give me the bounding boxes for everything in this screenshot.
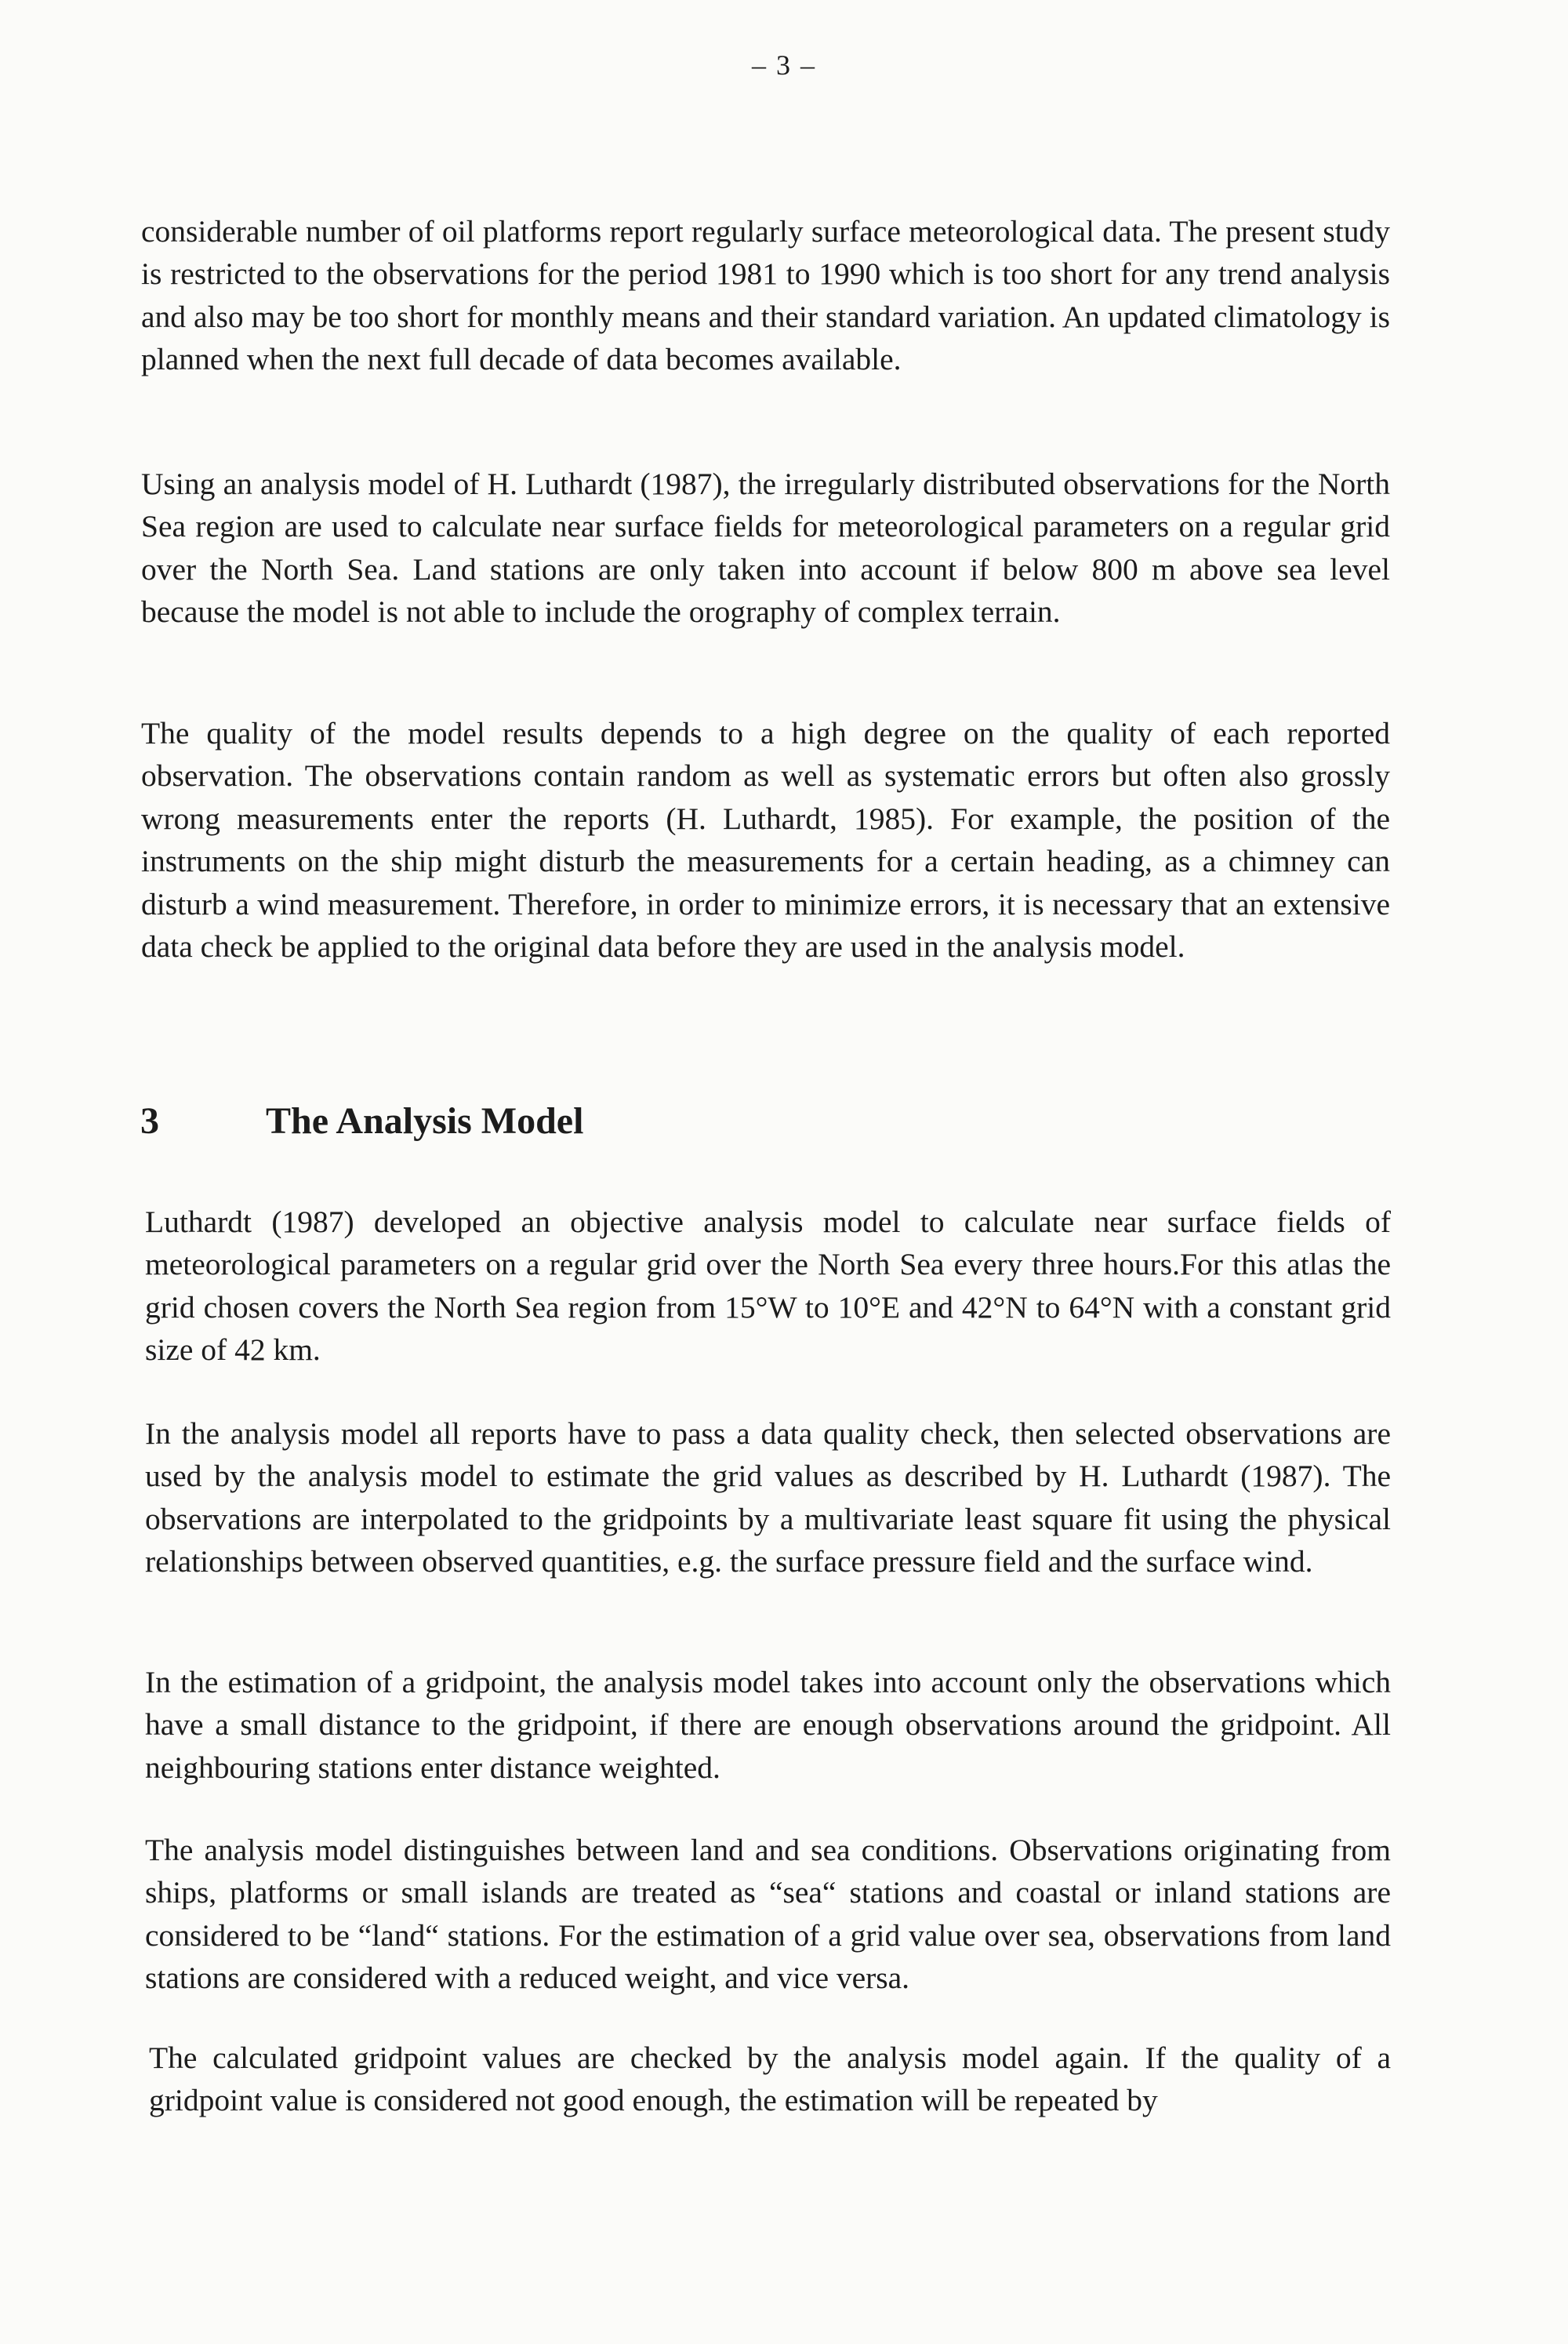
section-heading (140, 1098, 583, 1145)
page-number: – 3 – (752, 49, 816, 81)
paragraph-gridpoint-check: The calculated gridpoint values are checked by the analysis model again. If the quality of a gridpoint value is considered not good enough, the estimation will be repeated by (149, 2040, 1391, 2117)
paragraph-gridpoint-estimation: In the estimation of a gridpoint, the analysis model takes into account only the observations which have a small distance to the gridpoint, if there are enough observations around the gridpoint. All neighbouring stations enter distance weighted. (145, 1664, 1391, 1785)
paragraph-quality-check: In the analysis model all reports have to pass a data quality check, then selected observations are used by the analysis model to estimate the grid values as described by H. Luthardt (1987). The observations are interpolated to the gridpoints by a multivariate least square fit using the physical relationships between observed quantities, e.g. the surface pressure field and the surface wind. (145, 1415, 1391, 1579)
section-number: 3 (140, 1099, 159, 1142)
paragraph-analysis-method: Using an analysis model of H. Luthardt (1987), the irregularly distributed observations for the North Sea region are used to calculate near surface fields for meteorological parameters on a regular grid over the North Sea. Land stations are only taken into account if below 800 m above sea level because the model is not able to include the orography of complex terrain. (141, 466, 1390, 629)
section-title: The Analysis Model (266, 1099, 584, 1142)
paragraph-model-overview: Luthardt (1987) developed an objective analysis model to calculate near surface fields of meteorological parameters on a regular grid over the North Sea every three hours.For this atlas the grid chosen covers the North Sea region from 15°W to 10°E and 42°N to 64°N with a constant grid size of 42 km. (145, 1204, 1391, 1367)
paragraph-land-sea: The analysis model distinguishes between land and sea conditions. Observations originating from ships, platforms or small islands are treated as “sea“ stations and coastal or inland stations are considered to be “land“ stations. For the estimation of a grid value over sea, observations from land stations are considered with a reduced weight, and vice versa. (145, 1832, 1391, 1995)
paragraph-data-period: considerable number of oil platforms report regularly surface meteorological data. The present study is restricted to the observations for the period 1981 to 1990 which is too short for any trend analysis and also may be too short for monthly means and their standard variation. An updated climatology is planned when the next full decade of data becomes available. (141, 213, 1390, 376)
paragraph-data-quality: The quality of the model results depends to a high degree on the quality of each reported observation. The observations contain random as well as systematic errors but often also grossly wrong measurements enter the reports (H. Luthardt, 1985). For example, the position of the instruments on the ship might disturb the measurements for a certain heading, as a chimney can disturb a wind measurement. Therefore, in order to minimize errors, it is necessary that an extensive data check be applied to the original data before they are used in the analysis model. (141, 715, 1390, 964)
